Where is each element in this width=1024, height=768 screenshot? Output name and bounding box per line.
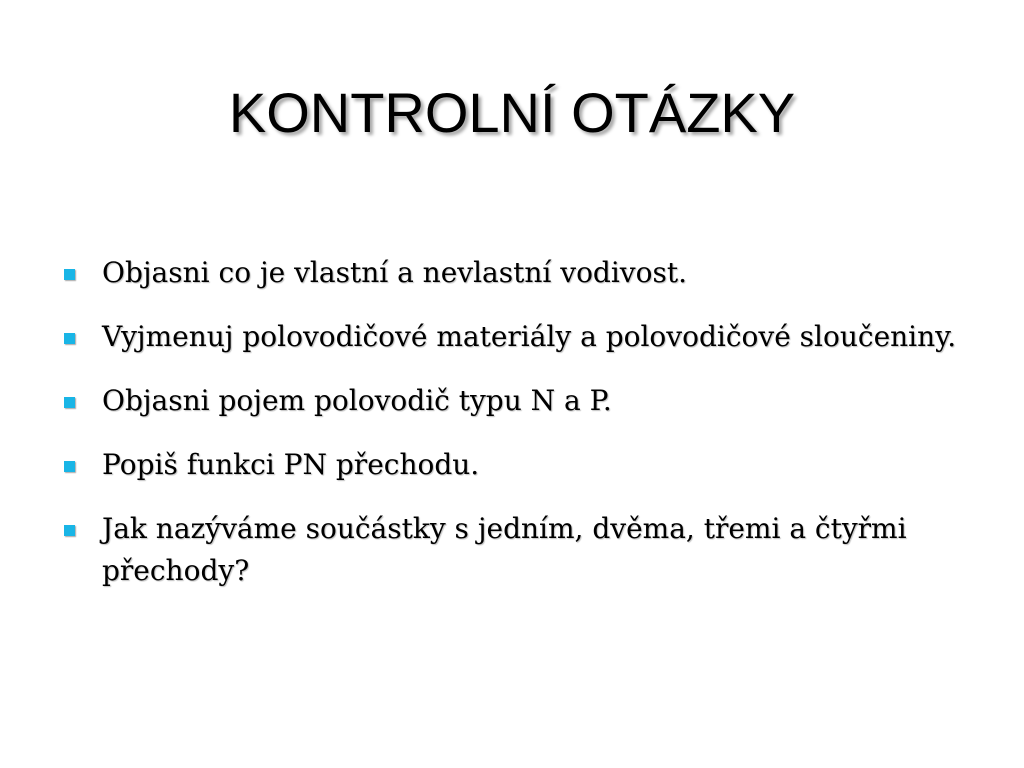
question-text: Objasni co je vlastní a nevlastní vodivost. — [102, 256, 688, 289]
square-bullet-icon — [64, 461, 75, 472]
square-bullet-icon — [64, 269, 75, 280]
question-text: Popiš funkci PN přechodu. — [102, 448, 480, 481]
list-item — [62, 444, 962, 486]
question-text: Vyjmenuj polovodičové materiály a polovodičové sloučeniny. — [102, 320, 957, 353]
square-bullet-icon — [64, 333, 75, 344]
list-item — [62, 380, 962, 422]
question-text: Objasni pojem polovodič typu N a P. — [102, 384, 612, 417]
question-list — [62, 252, 962, 614]
list-item — [62, 252, 962, 294]
list-item — [62, 508, 962, 592]
question-text: Jak nazýváme součástky s jedním, dvěma, třemi a čtyřmi přechody? — [102, 512, 907, 587]
square-bullet-icon — [64, 397, 75, 408]
square-bullet-icon — [64, 525, 75, 536]
list-item — [62, 316, 962, 358]
slide-title: KONTROLNÍ OTÁZKY — [228, 81, 796, 144]
